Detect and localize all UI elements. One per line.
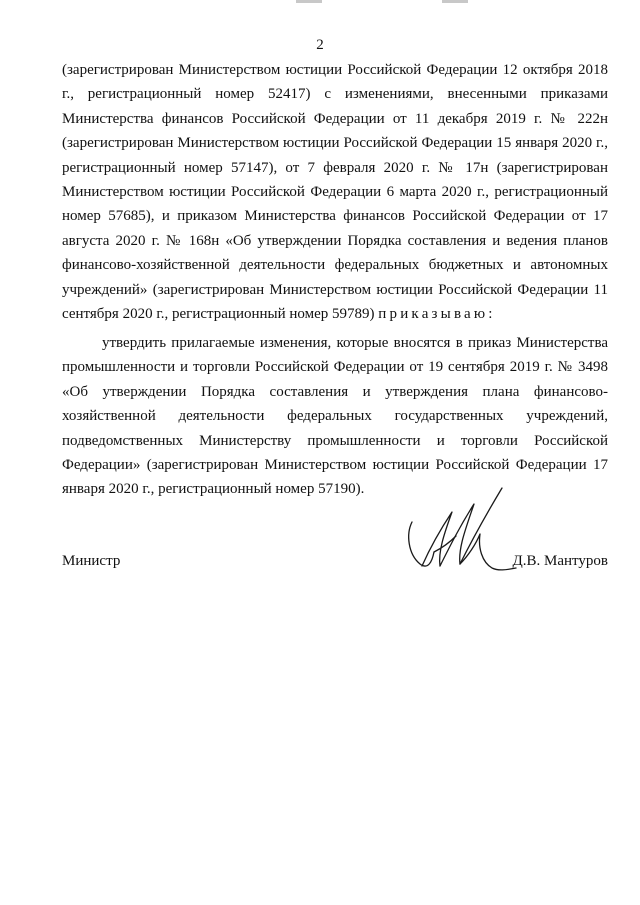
page-number: 2 — [316, 37, 324, 53]
signature-block — [62, 549, 608, 573]
paragraph-registration-text: (зарегистрирован Министерством юстиции Российской Федерации 12 октября 2018 г., регистрационный номер 52417) с изменениями, внесенными приказами Министерства финансов Российской Федерации от 11 декабря 2019 г. № 222н (зарегистрирован Министерством юстиции Российской Федерации 15 января 2020 г., регистрационный номер 57147), от 7 февраля 2020 г. № 17н (зарегистрирован Министерством юстиции Российской Федерации 6 марта 2020 г., регистрационный номер 57685), и приказом Министерства финансов Российской Федерации от 17 августа 2020 г. № 168н «Об утверждении Порядка составления и ведения планов финансово-хозяйственной деятельности федеральных бюджетных и автономных учреждений» (зарегистрирован Министерством юстиции Российской Федерации 11 сентября 2020 г., регистрационный номер 59789) — [62, 62, 608, 323]
handwritten-signature — [398, 482, 526, 578]
scan-mark-left — [296, 0, 322, 3]
order-word: приказываю: — [378, 306, 496, 323]
paragraph-order-statement: утвердить прилагаемые изменения, которые вносятся в приказ Министерства промышленности и торговли Российской Федерации от 19 сентября 2019 г. № 3498 «Об утверждении Порядка составления и утверждения плана финансово-хозяйственной деятельности федеральных государственных учреждений, подведомственных Министерству промышленности и торговли Российской Федерации» (зарегистрирован Министерством юстиции Российской Федерации 17 января 2020 г., регистрационный номер 57190). — [62, 335, 608, 498]
signer-name: Д.В. Мантуров — [512, 553, 608, 569]
signer-role: Министр — [62, 553, 121, 569]
scan-mark-right — [442, 0, 468, 3]
paragraph-registration-details — [62, 58, 608, 326]
